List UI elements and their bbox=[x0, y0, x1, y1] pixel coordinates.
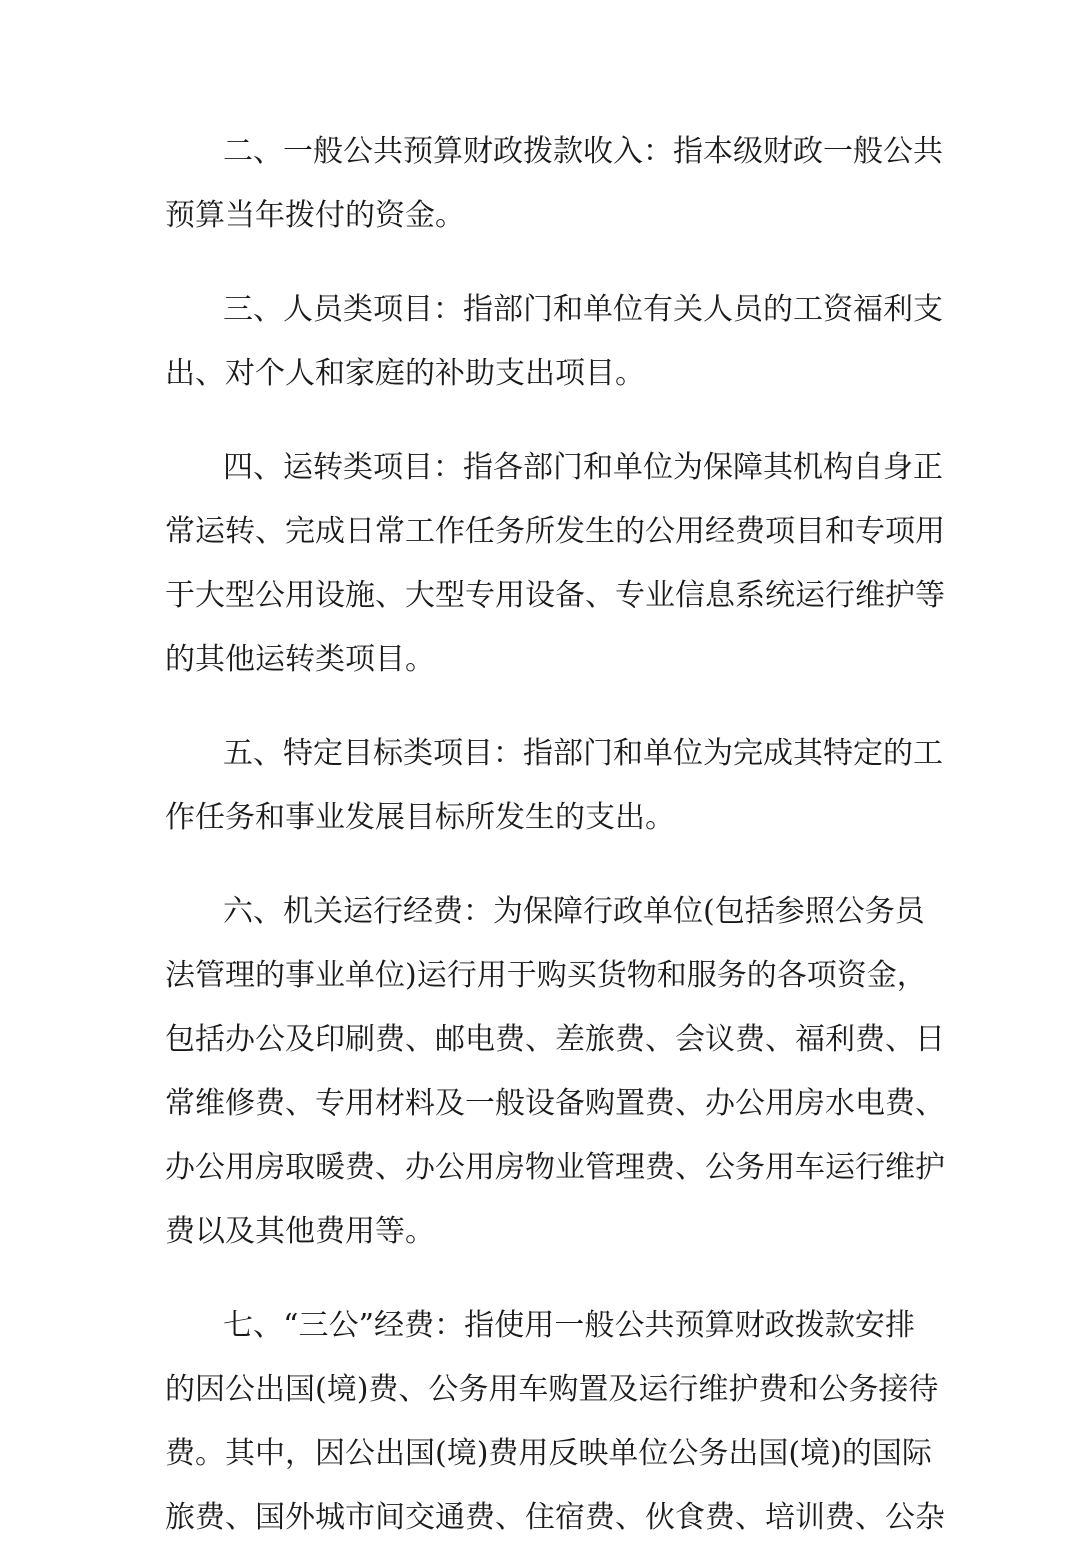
paragraph-2 bbox=[165, 120, 943, 248]
document-page bbox=[165, 120, 945, 1550]
text-line: 四、运转类项目：指各部门和单位为保障其机构自身正 bbox=[223, 450, 943, 485]
text-line: 常维修费、专用材料及一般设备购置费、办公用房水电费、 bbox=[165, 1086, 945, 1121]
text-line: 办公用房取暖费、办公用房物业管理费、公务用车运行维护 bbox=[165, 1150, 945, 1185]
paragraph-4 bbox=[165, 436, 945, 692]
text-line: 旅费、国外城市间交通费、住宿费、伙食费、培训费、公杂 bbox=[165, 1500, 945, 1535]
text-line: 三、人员类项目：指部门和单位有关人员的工资福利支 bbox=[223, 292, 943, 327]
paragraph-7 bbox=[165, 1294, 945, 1550]
paragraph-5 bbox=[165, 722, 943, 850]
text-line: 六、机关运行经费：为保障行政单位(包括参照公务员 bbox=[223, 894, 925, 929]
text-line: 常运转、完成日常工作任务所发生的公用经费项目和专项用 bbox=[165, 514, 945, 549]
text-line: 的其他运转类项目。 bbox=[165, 642, 435, 677]
text-line: 包括办公及印刷费、邮电费、差旅费、会议费、福利费、日 bbox=[165, 1022, 945, 1057]
text-line: 法管理的事业单位)运行用于购买货物和服务的各项资金， bbox=[165, 958, 927, 993]
text-line: 费。其中，因公出国(境)费用反映单位公务出国(境)的国际 bbox=[165, 1436, 932, 1471]
text-line: 费以及其他费用等。 bbox=[165, 1214, 435, 1249]
text-line: 于大型公用设施、大型专用设备、专业信息系统运行维护等 bbox=[165, 578, 945, 613]
text-line: 预算当年拨付的资金。 bbox=[165, 198, 465, 233]
text-line: 出、对个人和家庭的补助支出项目。 bbox=[165, 356, 645, 391]
paragraph-6 bbox=[165, 880, 945, 1264]
text-line: 五、特定目标类项目：指部门和单位为完成其特定的工 bbox=[223, 736, 943, 771]
paragraph-3 bbox=[165, 278, 943, 406]
text-line: 二、一般公共预算财政拨款收入：指本级财政一般公共 bbox=[223, 134, 943, 169]
text-line: 的因公出国(境)费、公务用车购置及运行维护费和公务接待 bbox=[165, 1372, 939, 1407]
text-line: 七、“三公”经费：指使用一般公共预算财政拨款安排 bbox=[223, 1308, 915, 1343]
text-line: 作任务和事业发展目标所发生的支出。 bbox=[165, 800, 675, 835]
